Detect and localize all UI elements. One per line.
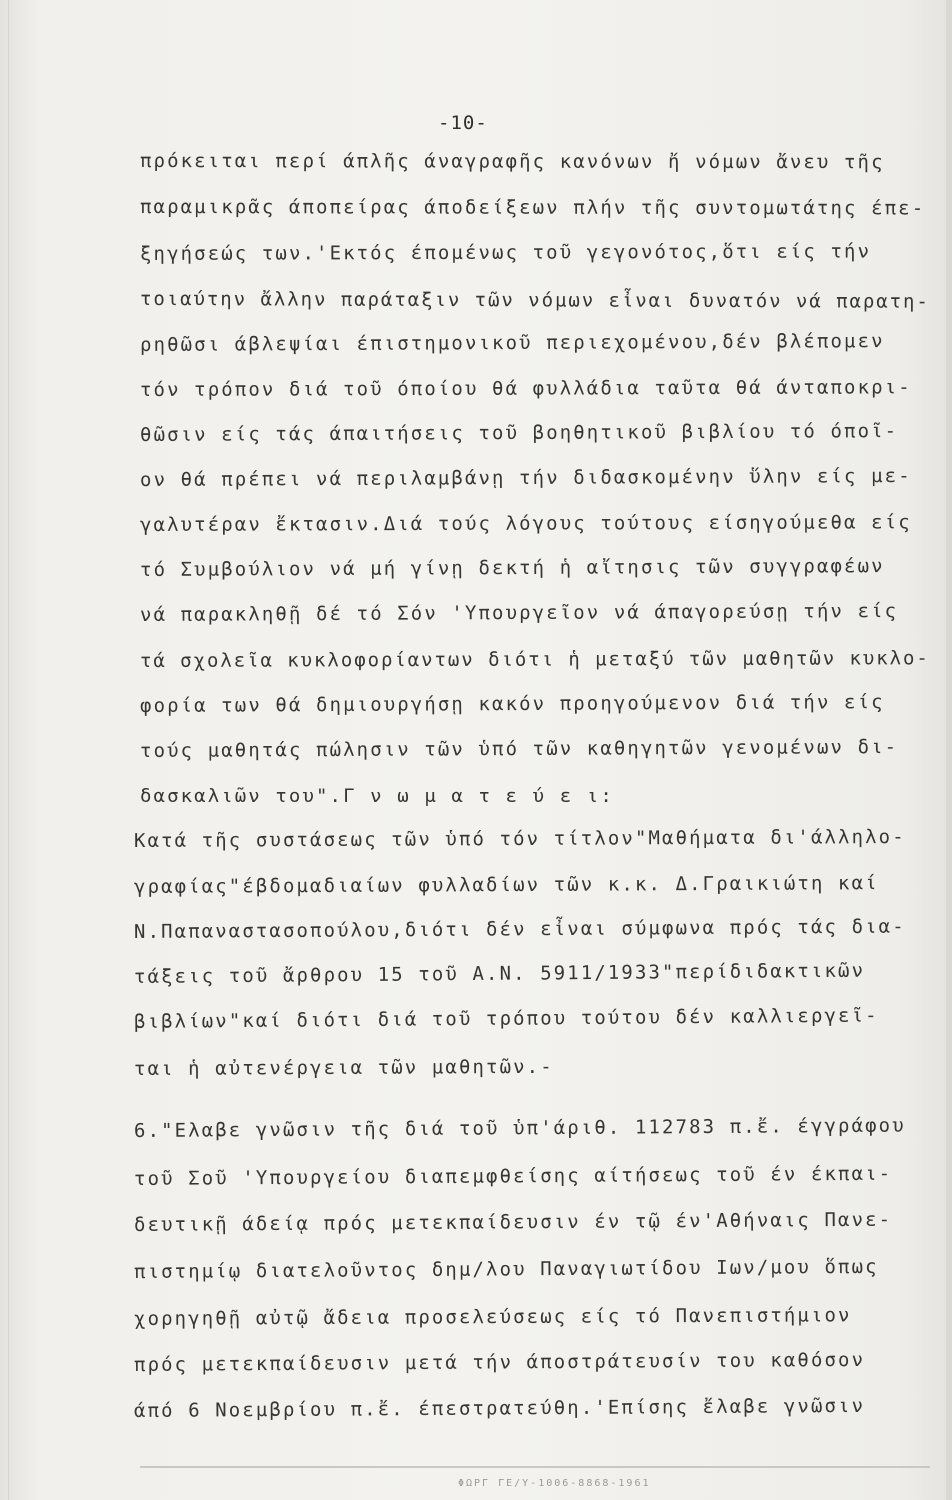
text-line: χορηγηθῇ αὐτῷ ἄδεια προσελεύσεως είς τό Πανεπιστήμιον — [133, 1304, 852, 1330]
text-line: ξηγήσεώς των.'Εκτός έπομένως τοῦ γεγονότος,ὅτι είς τήν — [139, 240, 872, 265]
text-line: τόν τρόπον διά τοῦ όποίου θά φυλλάδια ταῦτα θά άνταποκρι- — [139, 376, 912, 401]
text-line: τάξεις τοῦ ἄρθρου 15 τοῦ Α.Ν. 5911/1933"περίδιδακτικῶν — [133, 959, 866, 988]
text-line: τούς μαθητάς πώλησιν τῶν ὑπό τῶν καθηγητῶν γενομένων δι- — [139, 736, 899, 762]
text-line: πιστημίῳ διατελοῦντος δημ/λου Παναγιωτίδου Ιων/μου ὅπως — [133, 1255, 879, 1283]
text-line: γαλυτέραν ἔκτασιν.Διά τούς λόγους τούτους είσηγούμεθα είς — [139, 511, 912, 536]
text-line: γραφίας"έβδομαδιαίων φυλλαδίων τῶν κ.κ. Δ.Γραικιώτη καί — [133, 872, 879, 898]
text-line: τοῦ Σοῦ 'Υπουργείου διαπεμφθείσης αίτήσεως τοῦ έν έκπαι- — [133, 1162, 893, 1190]
text-line: δευτικῇ άδείᾳ πρός μετεκπαίδευσιν έν τῷ έν'Αθήναις Πανε- — [133, 1208, 893, 1236]
text-line: νά παρακληθῇ δέ τό Σόν 'Υπουργεῖον νά άπαγορεύσῃ τήν είς — [139, 600, 899, 626]
text-line: τοιαύτην ἄλλην παράταξιν τῶν νόμων εἶναι δυνατόν νά παρατη- — [139, 288, 930, 313]
text-line: τά σχολεῖα κυκλοφορίαντων διότι ἡ μεταξύ τῶν μαθητῶν κυκλο- — [139, 647, 930, 672]
text-line: άπό 6 Νοεμβρίου π.ἔ. έπεστρατεύθη.'Επίσης ἔλαβε γνῶσιν — [133, 1394, 866, 1422]
text-line: ρηθῶσι άβλεψίαι έπιστημονικοῦ περιεχομένου,δέν βλέπομεν — [139, 330, 885, 356]
footer-stamp: ΦΩΡΓ ΓΕ/Υ-1006-8868-1961 — [458, 1478, 651, 1489]
text-line: ται ἡ αὐτενέργεια τῶν μαθητῶν.- — [133, 1055, 554, 1080]
text-line: Ν.Παπαναστασοπούλου,διότι δέν εἶναι σύμφωνα πρός τάς δια- — [133, 915, 906, 943]
text-line: τό Συμβούλιον νά μή γίνῃ δεκτή ἡ αἴτησις τῶν συγγραφέων — [139, 555, 885, 581]
text-line: 6."Ελαβε γνῶσιν τῆς διά τοῦ ὑπ'άριθ. 112783 π.ἔ. έγγράφου — [133, 1114, 906, 1142]
text-line: φορία των θά δημιουργήσῃ κακόν προηγούμενον διά τήν είς — [139, 691, 885, 717]
text-line: πρός μετεκπαίδευσιν μετά τήν άποστράτευσίν του καθόσον — [133, 1348, 866, 1376]
text-line: παραμικρᾶς άποπείρας άποδείξεων πλήν τῆς συντομωτάτης έπε- — [139, 196, 926, 220]
text-line: βιβλίων"καί διότι διά τοῦ τρόπου τούτου δέν καλλιεργεῖ- — [133, 1004, 879, 1033]
text-line: Κατά τῆς συστάσεως τῶν ὑπό τόν τίτλον"Μαθήματα δι'άλληλο- — [133, 825, 906, 852]
text-line: θῶσιν είς τάς άπαιτήσεις τοῦ βοηθητικοῦ βιβλίου τό όποῖ- — [139, 420, 899, 446]
page-number: -10- — [438, 112, 488, 134]
text-line: πρόκειται περί άπλῆς άναγραφῆς κανόνων ἤ νόμων ἄνευ τῆς — [139, 150, 885, 174]
text-line: δασκαλιῶν του".Γ ν ω μ α τ ε ύ ε ι: — [140, 785, 614, 807]
footer-bleed-line — [140, 1466, 930, 1468]
text-line: ον θά πρέπει νά περιλαμβάνῃ τήν διδασκομένην ὕλην είς με- — [139, 464, 912, 491]
